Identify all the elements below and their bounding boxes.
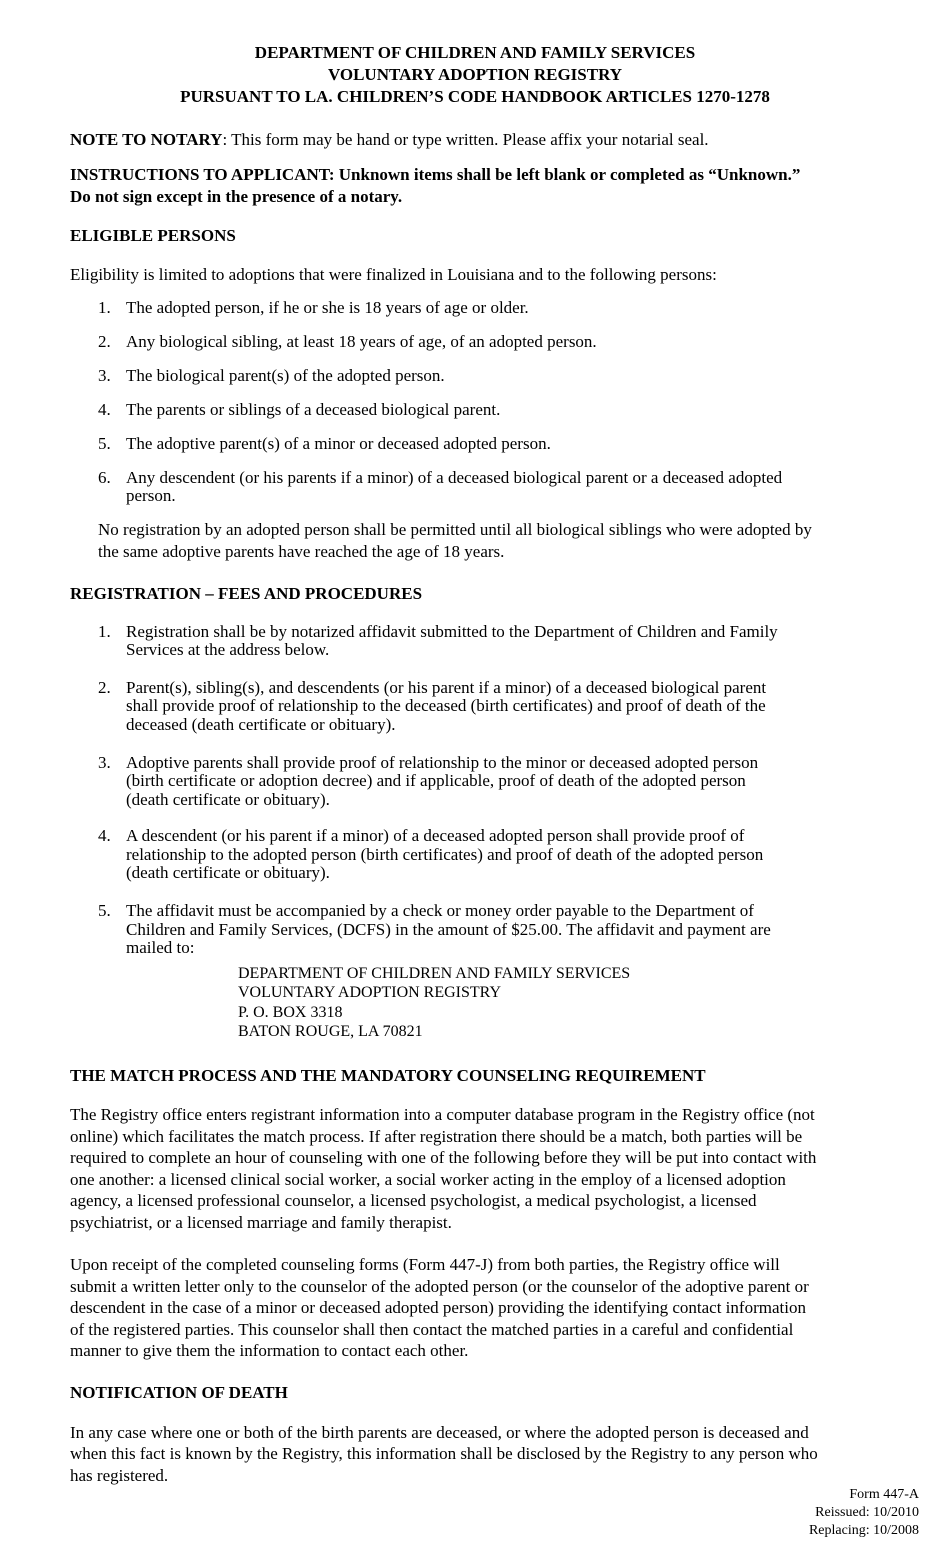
section-heading-death: NOTIFICATION OF DEATH: [70, 1383, 288, 1402]
eligible-item-text: Any biological sibling, at least 18 years of age, of an adopted person.: [126, 332, 597, 351]
counseling-paragraph-line: submit a written letter only to the counselor of the adopted person (or the counselor of the adoptive parent or: [70, 1277, 809, 1296]
registration-item-text: shall provide proof of relationship to the deceased (birth certificates) and proof of death of the: [126, 696, 766, 715]
death-paragraph-line: when this fact is known by the Registry, this information shall be disclosed by the Registry to any person who: [70, 1444, 818, 1463]
match-paragraph-line: agency, a licensed professional counselor, a licensed psychologist, a medical psychologist, a licensed: [70, 1191, 757, 1210]
eligible-intro: Eligibility is limited to adoptions that were finalized in Louisiana and to the following persons:: [70, 265, 717, 284]
registration-item-text: A descendent (or his parent if a minor) of a deceased adopted person shall provide proof of: [126, 826, 745, 845]
eligible-item-number: 4.: [98, 400, 111, 419]
header-department: DEPARTMENT OF CHILDREN AND FAMILY SERVICES: [254, 43, 696, 62]
mailing-address-line: VOLUNTARY ADOPTION REGISTRY: [238, 984, 502, 1001]
eligible-item-text: person.: [126, 486, 176, 505]
registration-item-text: Parent(s), sibling(s), and descendents (or his parent if a minor) of a deceased biological parent: [126, 678, 767, 697]
eligible-note: No registration by an adopted person shall be permitted until all biological siblings who were adopted by: [98, 520, 812, 539]
note-to-notary-label: NOTE TO NOTARY: [70, 130, 223, 149]
eligible-item-text: The adoptive parent(s) of a minor or deceased adopted person.: [126, 434, 551, 453]
section-heading-registration: REGISTRATION – FEES AND PROCEDURES: [70, 584, 423, 603]
form-replacing-date: Replacing: 10/2008: [808, 1523, 919, 1538]
note-to-notary: [70, 131, 709, 148]
instructions-line-1: INSTRUCTIONS TO APPLICANT: Unknown items shall be left blank or completed as “Unknown.”: [70, 165, 801, 184]
registration-item-text: (death certificate or obituary).: [126, 863, 330, 882]
mailing-address-line: P. O. BOX 3318: [238, 1004, 343, 1021]
eligible-item-number: 5.: [98, 434, 111, 453]
registration-item-number: 5.: [98, 901, 111, 920]
counseling-paragraph-line: manner to give them the information to contact each other.: [70, 1341, 469, 1360]
registration-item-number: 2.: [98, 678, 111, 697]
match-paragraph-line: one another: a licensed clinical social worker, a social worker acting in the employ of a licensed adoption: [70, 1170, 786, 1189]
header-registry: VOLUNTARY ADOPTION REGISTRY: [327, 65, 623, 84]
registration-item-text: Adoptive parents shall provide proof of relationship to the minor or deceased adopted person: [126, 753, 759, 772]
match-paragraph-line: psychiatrist, or a licensed marriage and family therapist.: [70, 1213, 452, 1232]
registration-item-text: mailed to:: [126, 938, 195, 957]
counseling-paragraph-line: Upon receipt of the completed counseling forms (Form 447-J) from both parties, the Registry office will: [70, 1255, 780, 1274]
match-paragraph-line: required to complete an hour of counseling with one of the following before they will be put into contact with: [70, 1148, 817, 1167]
eligible-note: the same adoptive parents have reached the age of 18 years.: [98, 542, 505, 561]
registration-item-text: (death certificate or obituary).: [126, 790, 330, 809]
counseling-paragraph-line: descendent in the case of a minor or deceased adopted person) providing the identifying contact information: [70, 1298, 806, 1317]
death-paragraph-line: In any case where one or both of the birth parents are deceased, or where the adopted person is deceased and: [70, 1423, 809, 1442]
registration-item-number: 4.: [98, 826, 111, 845]
counseling-paragraph-line: of the registered parties. This counselor shall then contact the matched parties in a careful and confidential: [70, 1320, 794, 1339]
eligible-item-text: The biological parent(s) of the adopted person.: [126, 366, 445, 385]
death-paragraph-line: has registered.: [70, 1466, 169, 1485]
eligible-item-text: The adopted person, if he or she is 18 years of age or older.: [126, 298, 529, 317]
registration-item-text: (birth certificate or adoption decree) and if applicable, proof of death of the adopted person: [126, 771, 746, 790]
registration-item-text: Services at the address below.: [126, 640, 330, 659]
match-paragraph-line: The Registry office enters registrant information into a computer database program in the Registry office (not: [70, 1105, 815, 1124]
registration-item-text: relationship to the adopted person (birth certificates) and proof of death of the adopted person: [126, 845, 764, 864]
mailing-address-line: DEPARTMENT OF CHILDREN AND FAMILY SERVICES: [238, 965, 631, 982]
match-paragraph-line: online) which facilitates the match process. If after registration there should be a match, both parties will be: [70, 1127, 803, 1146]
section-heading-match-process: THE MATCH PROCESS AND THE MANDATORY COUNSELING REQUIREMENT: [70, 1066, 706, 1085]
registration-item-text: The affidavit must be accompanied by a check or money order payable to the Department of: [126, 901, 754, 920]
eligible-item-text: The parents or siblings of a deceased biological parent.: [126, 400, 501, 419]
registration-item-number: 3.: [98, 753, 111, 772]
eligible-item-number: 1.: [98, 298, 111, 317]
form-number: Form 447-A: [849, 1487, 919, 1502]
registration-item-text: Children and Family Services, (DCFS) in the amount of $25.00. The affidavit and payment are: [126, 920, 771, 939]
eligible-item-number: 3.: [98, 366, 111, 385]
registration-item-text: deceased (death certificate or obituary).: [126, 715, 396, 734]
instructions-line-2: Do not sign except in the presence of a notary.: [70, 187, 403, 206]
registration-item-text: Registration shall be by notarized affidavit submitted to the Department of Children and Family: [126, 622, 778, 641]
header-articles: PURSUANT TO LA. CHILDREN’S CODE HANDBOOK ARTICLES 1270-1278: [180, 87, 770, 106]
note-to-notary-text: : This form may be hand or type written. Please affix your notarial seal.: [222, 130, 709, 149]
registration-item-number: 1.: [98, 622, 111, 641]
eligible-item-number: 6.: [98, 468, 111, 487]
mailing-address-line: BATON ROUGE, LA 70821: [238, 1023, 423, 1040]
eligible-item-number: 2.: [98, 332, 111, 351]
form-reissued-date: Reissued: 10/2010: [815, 1505, 919, 1520]
eligible-item-text: Any descendent (or his parents if a minor) of a deceased biological parent or a deceased adopted: [126, 468, 783, 487]
section-heading-eligible: ELIGIBLE PERSONS: [70, 226, 236, 245]
